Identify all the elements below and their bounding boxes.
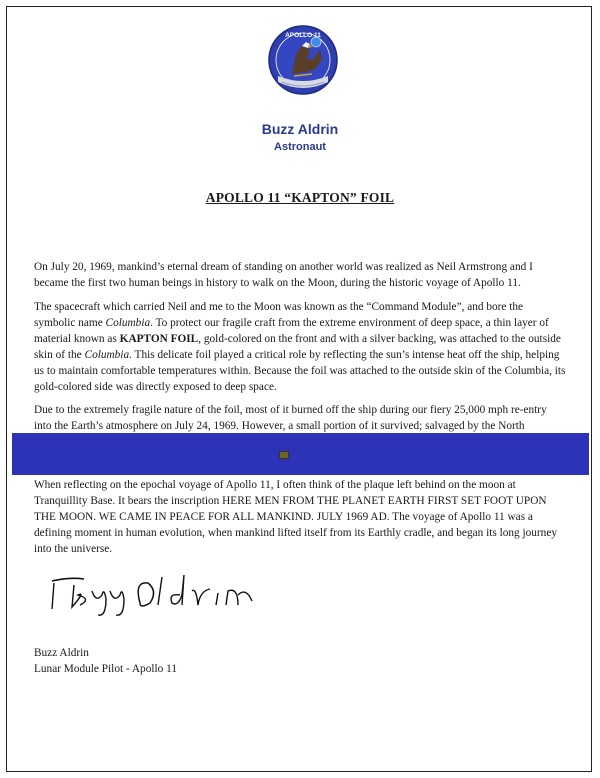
signature <box>40 565 280 625</box>
emphasis-kapton-foil: KAPTON FOIL <box>119 333 199 345</box>
patch-label: APOLLO 11 <box>285 32 321 39</box>
paragraph-text: . To protect our fragile craft from the extreme environment of deep space, a thin layer of material known as <box>34 317 549 345</box>
apollo-11-patch-icon <box>268 24 338 114</box>
letterhead-title: Astronaut <box>274 141 326 153</box>
paragraph-text: , gold-colored on the front and with a silver backing, was attached to the outside skin of the <box>34 333 561 361</box>
signatory-name: Buzz Aldrin <box>34 647 89 659</box>
emphasis-columbia: Columbia <box>84 349 130 361</box>
paragraph-intro: On July 20, 1969, mankind’s eternal dream of standing on another world was realized as Neil Armstrong and I became the first two human beings in history to walk on the Moon, during the historic voyage of Apollo 11. <box>34 261 533 289</box>
paragraph-command-module <box>34 299 566 395</box>
paragraph-text: . This delicate foil played a critical role by reflecting the sun’s intense heat off the ship, helping us to maintain comfortable temperatures within. Because the foil was attached to the outside skin of the Columbia, its gold-colored side was directly exposed to deep space. <box>34 349 566 393</box>
foil-display-band <box>12 433 589 475</box>
signatory-role: Lunar Module Pilot - Apollo 11 <box>34 663 177 675</box>
paragraph-text: The spacecraft which carried Neil and me to the Moon was known as the “Command Module”, and bore the symbolic name <box>34 301 524 329</box>
paragraph-plaque: When reflecting on the epochal voyage of Apollo 11, I often think of the plaque left behind on the moon at Tranquillity Base. It bears the inscription HERE MEN FROM THE PLANET EARTH FIRST SET FOOT UPON THE MOON. WE CAME IN PEACE FOR ALL MANKIND. JULY 1969 AD. The voyage of Apollo 11 was a defining moment in human evolution, when mankind lifted itself from its Earthly cradle, and began its long journey into the universe. <box>34 479 557 555</box>
letterhead-name: Buzz Aldrin <box>261 121 339 137</box>
document-title: APOLLO 11 “KAPTON” FOIL <box>205 190 395 205</box>
paragraph-text: Due to the extremely fragile nature of the foil, most of it burned off the ship during our fiery 25,000 mph re-entry into the Earth’s atmosphere on July 24, 1969. However, a small portion of it survived; salvaged by the North <box>34 404 547 432</box>
kapton-foil-fragment-icon <box>279 451 289 459</box>
emphasis-columbia: Columbia <box>105 317 151 329</box>
